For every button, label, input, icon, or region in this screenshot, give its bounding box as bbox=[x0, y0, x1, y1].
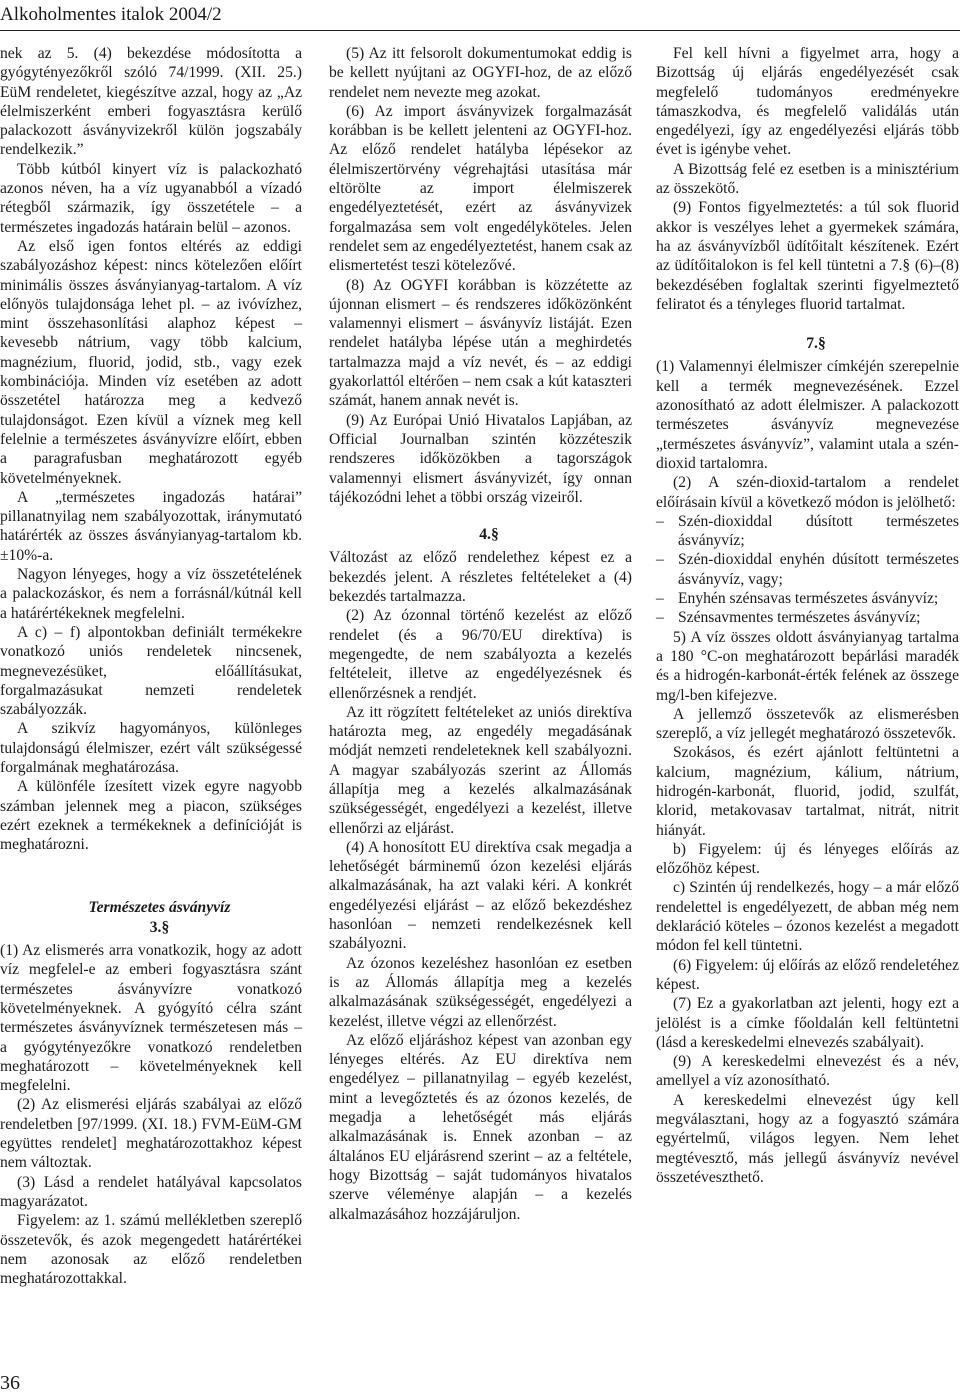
paragraph: (2) Az ózonnal történő kezelést az előző rendelet (és a 96/70/EU direktíva) is megengedte, de nem szabályozta a kezelés feltételeit, illetve az engedélyezésnek és ellenőrzésnek a rendjét. bbox=[329, 607, 632, 702]
paragraph: (6) Az import ásványvizek forgalmazását korábban is be kellett jelenteni az OGYFI-hoz. Az előző rendelet hatályba lépésekor az élelmiszertörvény végrehajtási utasítása már eltörölte az import élelmiszerek engedélyeztetését, ezért az ásványvizek forgalmazása sem volt engedélyköteles. Jelen rendelet sem az engedélyeztetést, hanem csak az elismertetést teszi kötelezővé. bbox=[329, 102, 632, 275]
section-heading: 4.§ bbox=[479, 526, 499, 544]
paragraph: nek az 5. (4) bekezdése módosította a gyógytényezőkről szóló 74/1999. (XII. 25.) EüM rendeletet, kiegészítve azzal, hogy az „Az élelmiszerként emberi fogyasztásra kerülő palackozott ásványvizekről külön jogszabály rendelkezik.” bbox=[0, 45, 302, 159]
paragraph: A jellemző összetevők az elismerésben szereplő, a víz jellegét meghatározó összetevők. bbox=[656, 705, 959, 743]
section-subtitle: Természetes ásványvíz bbox=[88, 899, 231, 917]
paragraph: Szokásos, és ezért ajánlott feltüntetni a kalcium, magnézium, kálium, nátrium, hidrogén-karbonát, fluorid, jodid, szulfát, klorid, metakovasav tartalmat, nitrát, nitrit hiányát. bbox=[656, 744, 959, 839]
paragraph: Több kútból kinyert víz is palackozható azonos néven, ha a víz ugyanabból a vízadó rétegből származik, így összetétele – a természetes ingadozás határain belül – azonos. bbox=[0, 160, 302, 236]
column-3 bbox=[656, 44, 959, 1187]
list-item: – Enyhén szénsavas természetes ásványvíz; bbox=[656, 590, 939, 608]
paragraph: (9) A kereskedelmi elnevezést és a név, amellyel a víz azonosítható. bbox=[656, 1053, 959, 1090]
paragraph: A c) – f) alpontokban definiált termékekre vonatkozó uniós rendeletek nincsenek, megnevezésüket, előállításukat, forgalmazásukat nemzeti rendeletek szabályozzák. bbox=[0, 623, 302, 719]
page-number: 36 bbox=[0, 1372, 20, 1394]
paragraph: A kereskedelmi elnevezést úgy kell megválasztani, hogy az a fogyasztó számára egyértelmű, világos legyen. Nem lehet megtévesztő, más jellegű ásványvíz nevével összetéveszthető. bbox=[656, 1091, 959, 1186]
paragraph: Az első igen fontos eltérés az eddigi szabályozáshoz képest: nincs kötelezően előírt minimális összes ásványianyag-tartalom. A víz előnyös tulajdonsága lehet pl. – az ivóvízhez, mint összehasonlítási alaphoz képest – kevesebb nátrium, vagy több kalcium, magnézium, fluorid, jodid, stb., vagy ezek kombinációja. Minden víz esetében az adott összetétel határozza meg a kedvező tulajdonságot. Ezen kívül a víznek meg kell felelnie a természetes ásványvízre előírt, ebben a paragrafusban meghatározott egyéb követelményeknek. bbox=[0, 237, 302, 487]
paragraph: (2) A szén-dioxid-tartalom a rendelet előírásain kívül a következő módon is jelölhető: bbox=[656, 474, 959, 511]
paragraph: A „természetes ingadozás határai” pillanatnyilag nem szabályozottak, iránymutató határérték az összes ásványianyag-tartalom kb. ±10%-a. bbox=[0, 488, 302, 564]
paragraph: b) Figyelem: új és lényeges előírás az előzőhöz képest. bbox=[656, 840, 959, 878]
list-item: – Szén-dioxiddal enyhén dúsított természetes ásványvíz, vagy; bbox=[656, 551, 959, 588]
paragraph: Az ózonos kezeléshez hasonlóan ez esetben is az Állomás állapítja meg a kezelés alkalmazásának szükségességét, engedélyezi a kezelést, illetve végzi az ellenőrzést. bbox=[329, 954, 632, 1030]
dash-bullet: – bbox=[656, 512, 664, 530]
paragraph: Fel kell hívni a figyelmet arra, hogy a Bizottság új eljárás engedélyezését csak megfelelő tudományos eredményekre támaszkodva, és megfelelő validálás után engedélyezi, így az engedélyezési eljárás több évet is igénybe vehet. bbox=[656, 45, 959, 159]
dash-bullet: – bbox=[656, 590, 664, 608]
list-item: – Szénsavmentes természetes ásványvíz; bbox=[656, 609, 921, 627]
paragraph: (8) Az OGYFI korábban is közzétette az újonnan elismert – és rendszeres időközönként valamennyi elismert – ásványvíz listáját. Ezen rendelet hatályba lépése után a meghirdetés tartalmazza majd a víz nevét, és – az eddigi gyakorlattól eltérően – nem csak a kút kataszteri számát, hanem annak nevét is. bbox=[329, 276, 632, 410]
co2-labeling-list bbox=[656, 512, 959, 628]
paragraph: (1) Az elismerés arra vonatkozik, hogy az adott víz megfelel-e az emberi fogyasztásra szánt természetes ásványvízre vonatkozó követelményeknek. A gyógyító célra szánt természetes ásványvíznek természetesen más – a gyógytényezőkre vonatkozó rendeletben meghatározott – követelményeknek kell megfelelni. bbox=[0, 942, 302, 1095]
paragraph: (3) Lásd a rendelet hatályával kapcsolatos magyarázatot. bbox=[0, 1173, 302, 1210]
paragraph: c) Szintén új rendelkezés, hogy – a már előző rendelettel is engedélyezett, de abban még nem deklaráció köteles – ózonos kezelést a megadott módon fel kell tüntetni. bbox=[656, 879, 959, 955]
paragraph: (2) Az elismerési eljárás szabályai az előző rendeletben [97/1999. (XI. 18.) FVM-EüM-GM együttes rendelet] meghatározottakhoz képest nem változtak. bbox=[0, 1096, 302, 1172]
column-2 bbox=[329, 44, 632, 1224]
paragraph: Az előző eljáráshoz képest van azonban egy lényeges eltérés. Az EU direktíva nem engedélyez – pillanatnyilag – egyéb kezelést, mint a levegőztetés és az ózonos kezelés, de megadja a lehetőségét más eljárás alkalmazásának is. Ennek azonban – az általános EU eljárásrend szerint – az a feltétele, hogy Bizottság – saját tudományos hivatalos szerve véleménye alapján – a kezelés alkalmazásához hozzájáruljon. bbox=[329, 1031, 632, 1223]
paragraph: A szikvíz hagyományos, különleges tulajdonságú élelmiszer, ezért vált szükségessé forgalmának meghatározása. bbox=[0, 720, 302, 776]
paragraph: Nagyon lényeges, hogy a víz összetételének a palackozáskor, és nem a forrásnál/kútnál kell a határértékeknek megfelelni. bbox=[0, 566, 302, 622]
header-rule bbox=[0, 30, 960, 31]
section-heading: 7.§ bbox=[806, 335, 826, 353]
paragraph: (7) Ez a gyakorlatban azt jelenti, hogy ezt a jelölést is a címke főoldalán kell feltüntetni (lásd a kereskedelmi elnevezés szabályait). bbox=[656, 995, 959, 1051]
paragraph: (4) A honosított EU direktíva csak megadja a lehetőségét bárminemű ózon kezelési eljárás alkalmazásának, ha azt valaki kéri. A konkrét engedélyezési eljárást – az előző bekezdéshez hasonlóan – nemzeti rendelkezésnek kell szabályozni. bbox=[329, 838, 632, 953]
paragraph: 5) A víz összes oldott ásványianyag tartalma a 180 °C-on meghatározott bepárlási maradék és a hidrogén-karbonát-érték felének az összege mg/l-ben kifejezve. bbox=[656, 628, 959, 704]
paragraph: A Bizottság felé ez esetben is a minisztérium az összekötő. bbox=[656, 160, 959, 198]
section-heading: 3.§ bbox=[149, 918, 170, 936]
paragraph: Figyelem: az 1. számú mellékletben szereplő összetevők, és azok megengedett határértékei nem azonosak az előző rendeletben meghatározottakkal. bbox=[0, 1212, 302, 1288]
running-header: Alkoholmentes italok 2004/2 bbox=[0, 4, 222, 25]
paragraph: (9) Az Európai Unió Hivatalos Lapjában, az Official Journalban szintén közzéteszik rendszeres időközökben a tagországok valamennyi elismert ásványvizét, így onnan tájékozódni lehet a többi ország vizeiről. bbox=[329, 411, 632, 506]
paragraph: Változást az előző rendelethez képest ez a bekezdés jelent. A részletes feltételeket a (4) bekezdés tartalmazza. bbox=[329, 549, 632, 606]
paragraph: A különféle ízesített vizek egyre nagyobb számban jelennek meg a piacon, szükséges ezért ezeknek a termékeknek a definícióját is meghatározni. bbox=[0, 778, 302, 854]
paragraph: (1) Valamennyi élelmiszer címkéjén szerepelnie kell a termék megnevezésének. Ezzel azonosítható az adott élelmiszer. A palackozott természetes ásványvíz megnevezése „természetes ásványvíz”, valamint utala a szén-dioxid tartalomra. bbox=[656, 358, 959, 472]
dash-bullet: – bbox=[656, 551, 664, 569]
paragraph: Az itt rögzített feltételeket az uniós direktíva határozta meg, az engedély megadásának módját nemzeti rendeleteknek kell szabályozni. A magyar szabályozás szerint az Állomás állapítja meg a kezelés alkalmazásának szükségességét, engedélyezi a kezelést, illetve ellenőrzi az eljárást. bbox=[329, 703, 632, 837]
list-item: – Szén-dioxiddal dúsított természetes ásványvíz; bbox=[656, 512, 959, 550]
paragraph: (9) Fontos figyelmeztetés: a túl sok fluorid akkor is veszélyes lehet a gyermekek számára, ha az ásványvízből üdítőitalt készítenek. Ezért az üdítőitalokon is fel kell tüntetni a 7.§ (6)–(8) bekezdésében foglaltak szerinti figyelmeztető feliratot és a tényleges fluorid tartalmat. bbox=[656, 199, 959, 313]
dash-bullet: – bbox=[656, 609, 664, 627]
paragraph: (6) Figyelem: új előírás az előző rendeletéhez képest. bbox=[656, 956, 959, 993]
paragraph: (5) Az itt felsorolt dokumentumokat eddig is be kellett nyújtani az OGYFI-hoz, de az előző rendelet nem nevezte meg azokat. bbox=[329, 45, 632, 101]
column-1 bbox=[0, 44, 302, 1288]
